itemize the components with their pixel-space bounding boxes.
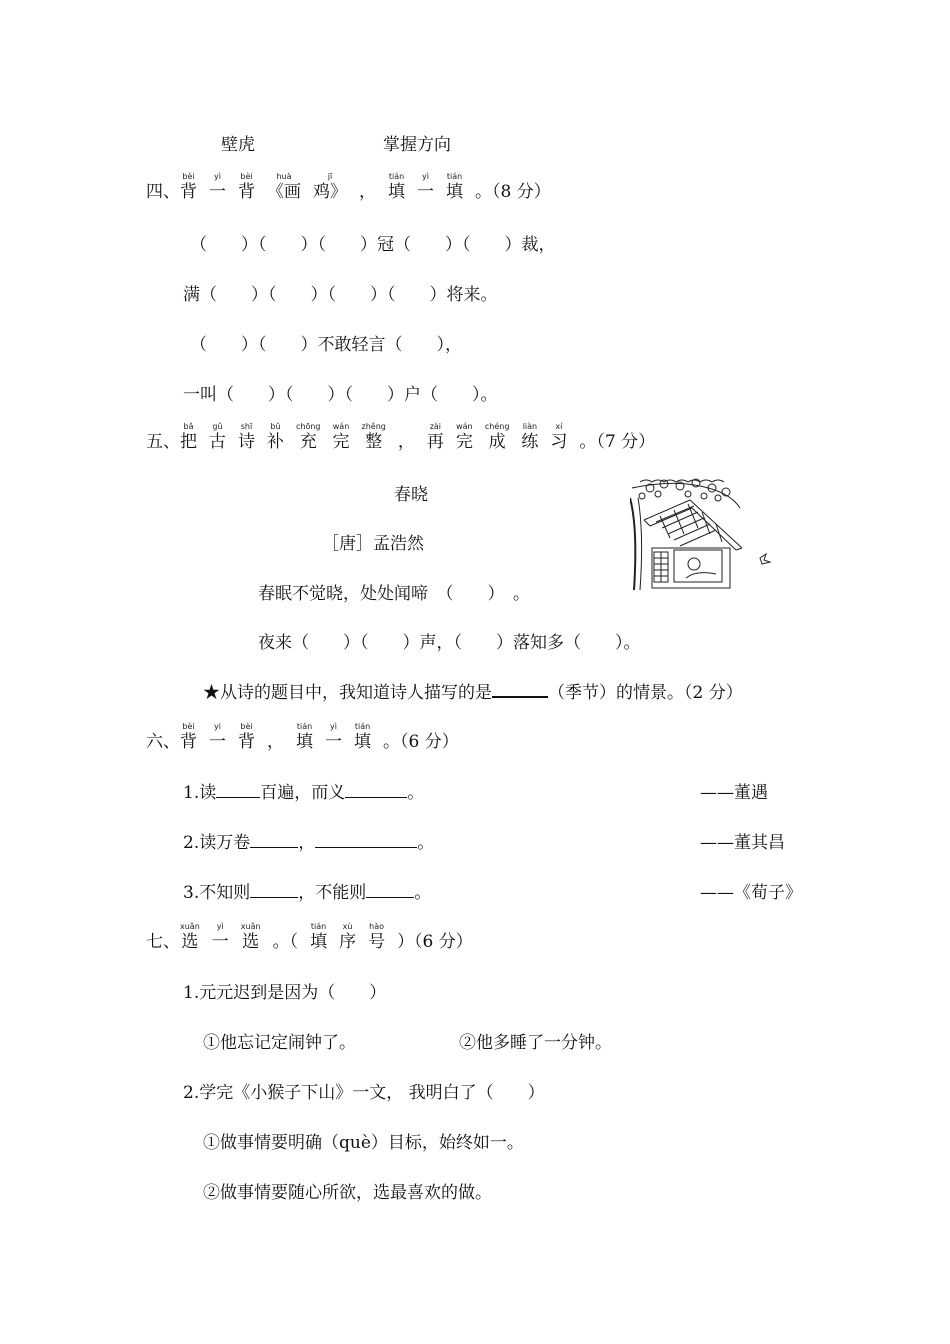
- section-5-hanzi: 补: [267, 432, 284, 452]
- s7-q1-option-1[interactable]: ①他忘记定闹钟了。: [203, 1033, 356, 1053]
- s6-item-3: [183, 878, 431, 903]
- section-6-char: [209, 722, 226, 752]
- section-4-pinyin: huà: [276, 172, 292, 181]
- section-4-hanzi: 一: [417, 182, 434, 202]
- section-5-pinyin: wán: [456, 422, 473, 431]
- section-7-pinyin: xuǎn: [240, 922, 261, 931]
- section-7-hanzi: 。（: [272, 932, 299, 952]
- section-4-hanzi: 《画: [267, 182, 301, 202]
- section-6-pinyin: bèi: [240, 722, 253, 731]
- section-7-hanzi: 选: [242, 932, 260, 952]
- section-6-points: 。（6 分）: [383, 732, 459, 752]
- poem-title: 春晓: [394, 485, 428, 505]
- section-5-hanzi: 练: [521, 432, 539, 452]
- section-5-hanzi: 把: [180, 432, 197, 452]
- section-7-pinyin: yì: [216, 922, 224, 931]
- section-4-hanzi: 填: [446, 182, 463, 202]
- section-7-points: ）（6 分）: [397, 932, 473, 952]
- section-7-hanzi: 一: [211, 932, 229, 952]
- section-4-pinyin: yì: [214, 172, 221, 181]
- section-4-char: [446, 172, 463, 202]
- section-4-pinyin: bèi: [240, 172, 253, 181]
- section-5-char: [267, 422, 284, 452]
- s6-item-1: [183, 778, 424, 803]
- section-7-hanzi: 填: [310, 932, 328, 952]
- section-5-char: [521, 422, 538, 452]
- section-6-char: [296, 722, 313, 752]
- s6-item-1-c: 。: [407, 783, 425, 803]
- section-5-char: [550, 422, 567, 452]
- section-7-pinyin: hào: [369, 922, 384, 931]
- section-7-char: [368, 922, 385, 952]
- section-7-char: [241, 922, 261, 952]
- section-5-pinyin: chōng: [296, 422, 321, 431]
- star-question-tail: （季节）的情景。（2 分）: [548, 683, 743, 703]
- section-7-char: [273, 922, 299, 952]
- section-6-pinyin: tián: [296, 722, 313, 731]
- section-7-char: [339, 922, 356, 952]
- star-question-text: ★从诗的题目中，我知道诗人描写的是: [203, 683, 492, 703]
- section-7-pinyin: xuǎn: [180, 922, 200, 931]
- section-5-pinyin: shī: [240, 422, 253, 431]
- blank-2b[interactable]: [315, 831, 417, 848]
- s6-item-1-a: 1.读: [183, 783, 217, 803]
- section-6-number: 六、: [146, 732, 180, 752]
- section-4-char: [180, 172, 197, 202]
- section-7-number: 七、: [146, 932, 180, 952]
- poem-author: ［唐］孟浩然: [322, 534, 424, 554]
- s7-q2-option-2[interactable]: ②做事情要随心所欲，选最喜欢的做。: [203, 1183, 492, 1203]
- section-5-pinyin: zhěng: [361, 422, 386, 431]
- section-6-char: [267, 722, 284, 752]
- section-7-pinyin: xù: [342, 922, 353, 931]
- section-6-hanzi: 一: [325, 732, 342, 752]
- section-7-hanzi: 选: [181, 932, 199, 952]
- s6-item-2: [183, 828, 434, 853]
- poem-line-2: 夜来（ ）（ ）声，（ ）落知多（ ）。: [258, 633, 641, 653]
- s4-line-3: （ ）（ ）不敢轻言（ ），: [190, 335, 462, 355]
- season-blank[interactable]: [492, 680, 548, 698]
- section-5-hanzi: 充: [299, 432, 317, 452]
- section-4-hanzi: ，: [359, 182, 376, 202]
- word-zhangwo-fangxiang: 掌握方向: [383, 135, 451, 155]
- section-6-hanzi: 一: [209, 732, 226, 752]
- blank-2a[interactable]: [250, 831, 298, 848]
- section-4-pinyin: yì: [422, 172, 429, 181]
- section-6-char: [354, 722, 371, 752]
- section-5-char: [209, 422, 226, 452]
- section-4-char: [209, 172, 226, 202]
- section-4-char: [359, 172, 376, 202]
- blank-1a[interactable]: [216, 781, 260, 798]
- section-5-heading: [146, 422, 655, 452]
- section-4-hanzi: 一: [209, 182, 226, 202]
- section-7-char: [212, 922, 229, 952]
- section-4-pinyin: jī: [327, 172, 333, 181]
- section-4-char: [388, 172, 405, 202]
- s6-item-3-c: 。: [414, 883, 432, 903]
- section-5-pinyin: liàn: [522, 422, 538, 431]
- section-6-pinyin: tián: [354, 722, 371, 731]
- s6-item-3-source: ——《荀子》: [700, 883, 802, 903]
- section-4-char: [267, 172, 301, 202]
- star-question: [203, 678, 743, 703]
- section-5-hanzi: 整: [365, 432, 383, 452]
- section-5-pinyin: xí: [555, 422, 563, 431]
- section-5-hanzi: 诗: [238, 432, 255, 452]
- section-4-char: [238, 172, 255, 202]
- s4-line-1: （ ）（ ）（ ）冠（ ）（ ）裁，: [190, 235, 556, 255]
- section-4-char: [313, 172, 347, 202]
- section-5-hanzi: 古: [209, 432, 226, 452]
- section-4-pinyin: tián: [388, 172, 405, 181]
- section-4-char: [417, 172, 434, 202]
- section-5-hanzi: ，: [397, 432, 415, 452]
- section-4-hanzi: 鸡》: [313, 182, 347, 202]
- section-4-number: 四、: [146, 182, 180, 202]
- s7-question-2: 2.学完《小猴子下山》一文， 我明白了（ ）: [183, 1083, 545, 1103]
- section-5-char: [485, 422, 510, 452]
- section-6-hanzi: ，: [267, 732, 284, 752]
- word-bihu: 壁虎: [221, 135, 255, 155]
- s6-item-3-b: ，不能则: [298, 883, 367, 903]
- section-5-hanzi: 再: [426, 432, 444, 452]
- section-5-char: [238, 422, 255, 452]
- section-5-char: [456, 422, 473, 452]
- section-5-hanzi: 完: [455, 432, 473, 452]
- section-6-char: [238, 722, 255, 752]
- section-5-char: [296, 422, 321, 452]
- section-7-hanzi: 序: [339, 932, 357, 952]
- section-7-pinyin: tián: [310, 922, 327, 931]
- section-5-hanzi: 成: [488, 432, 506, 452]
- s7-q2-option-1[interactable]: ①做事情要明确（què）目标，始终如一。: [203, 1133, 524, 1153]
- section-5-char: [362, 422, 386, 452]
- section-5-char: [427, 422, 444, 452]
- section-7-hanzi: 号: [368, 932, 386, 952]
- section-7-char: [310, 922, 327, 952]
- s6-item-1-source: ——董遇: [700, 783, 768, 803]
- s6-item-1-b: 百遍，而义: [260, 783, 346, 803]
- section-4-heading: [146, 172, 551, 202]
- blank-3b[interactable]: [366, 881, 414, 898]
- section-5-pinyin: bǎ: [183, 422, 194, 431]
- s4-line-4: 一叫（ ）（ ）（ ）户（ ）。: [183, 385, 498, 405]
- section-5-hanzi: 完: [332, 432, 350, 452]
- s6-item-2-c: 。: [417, 833, 435, 853]
- section-4-pinyin: bèi: [182, 172, 195, 181]
- section-5-pinyin: bǔ: [270, 422, 281, 431]
- section-6-pinyin: bèi: [182, 722, 195, 731]
- section-5-pinyin: gǔ: [212, 422, 223, 431]
- section-6-heading: [146, 722, 459, 752]
- section-4-hanzi: 填: [388, 182, 405, 202]
- section-6-char: [180, 722, 197, 752]
- section-5-char: [398, 422, 415, 452]
- section-6-hanzi: 填: [296, 732, 313, 752]
- section-5-char: [333, 422, 350, 452]
- s6-item-2-a: 2.读万卷: [183, 833, 251, 853]
- section-5-char: [180, 422, 197, 452]
- s6-item-3-a: 3.不知则: [183, 883, 251, 903]
- section-5-hanzi: 习: [550, 432, 568, 452]
- section-6-hanzi: 背: [238, 732, 255, 752]
- poem-line-1: 春眠不觉晓，处处闻啼 （ ） 。: [258, 584, 530, 604]
- s6-item-2-b: ，: [298, 833, 316, 853]
- section-6-hanzi: 填: [354, 732, 371, 752]
- section-7-heading: [146, 922, 473, 952]
- section-6-hanzi: 背: [180, 732, 197, 752]
- section-7-char: [180, 922, 200, 952]
- section-5-pinyin: chéng: [484, 422, 510, 431]
- blank-3a[interactable]: [250, 881, 298, 898]
- section-4-hanzi: 背: [180, 182, 197, 202]
- s4-line-2: 满（ ）（ ）（ ）（ ）将来。: [183, 285, 498, 305]
- section-5-pinyin: zài: [429, 422, 442, 431]
- section-5-pinyin: wán: [332, 422, 350, 431]
- section-4-points: 。（8 分）: [475, 182, 551, 202]
- section-6-pinyin: yì: [330, 722, 337, 731]
- section-6-char: [325, 722, 342, 752]
- s7-q1-option-2[interactable]: ②他多睡了一分钟。: [459, 1033, 612, 1053]
- section-6-pinyin: yi: [214, 722, 221, 731]
- section-5-points: 。（7 分）: [579, 432, 656, 452]
- blank-1b[interactable]: [345, 781, 407, 798]
- poem-illustration: [630, 478, 775, 590]
- s6-item-2-source: ——董其昌: [700, 833, 785, 853]
- section-5-number: 五、: [146, 432, 180, 452]
- s7-question-1: 1.元元迟到是因为（ ）: [183, 983, 387, 1003]
- section-4-pinyin: tián: [446, 172, 463, 181]
- section-4-hanzi: 背: [238, 182, 255, 202]
